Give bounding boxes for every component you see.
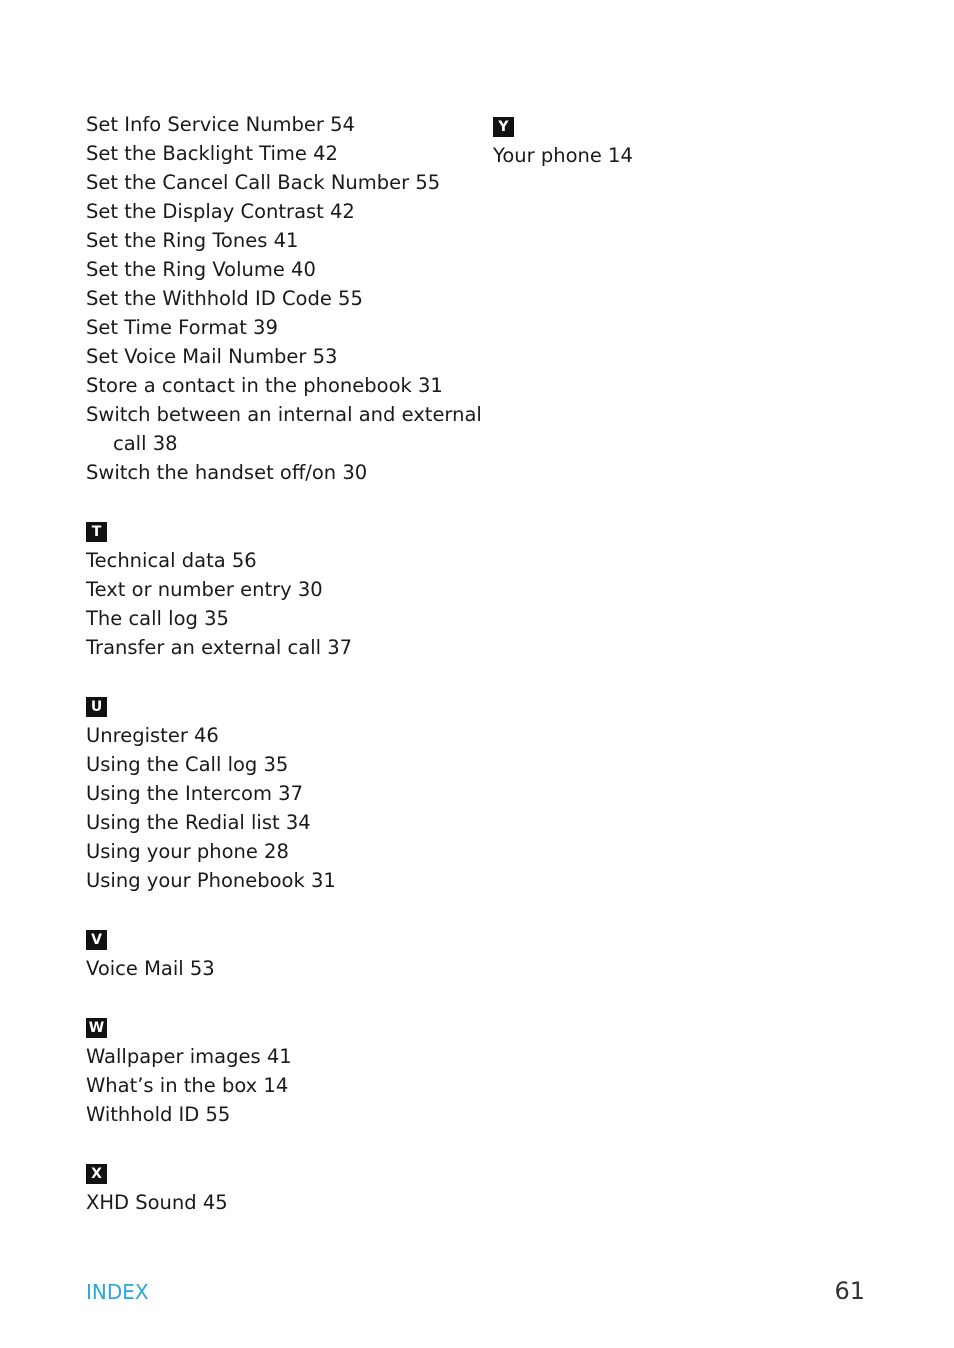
index-entry [493,141,873,170]
index-entry [86,458,476,487]
index-entry [86,371,476,400]
index-section [86,110,482,487]
section-letter-badge: X [86,1164,107,1184]
index-entry [86,866,476,895]
index-entry-text: Set the Withhold ID Code 55 [86,287,363,310]
index-entry-text: Store a contact in the phonebook 31 [86,374,443,397]
section-letter-badge: U [86,697,107,717]
index-entry [86,284,476,313]
index-entry-text: Withhold ID 55 [86,1103,231,1126]
index-entry [86,1100,476,1129]
index-entry-text: Using your Phonebook 31 [86,869,336,892]
index-entry [86,197,476,226]
index-entry [86,226,476,255]
index-entry [86,575,476,604]
index-entry [86,779,476,808]
index-entry [86,400,482,458]
index-entry-text: Set the Ring Tones 41 [86,229,299,252]
index-entry-text: Technical data 56 [86,549,257,572]
index-section [493,110,873,170]
index-entry [86,721,476,750]
index-entry-text: Set the Ring Volume 40 [86,258,316,281]
index-entry [86,808,476,837]
index-section [86,1157,476,1217]
page-number: 61 [834,1277,865,1305]
footer-section-label: INDEX [86,1280,149,1304]
index-entry-text: The call log 35 [86,607,229,630]
index-entry [86,139,476,168]
index-entry [86,342,476,371]
index-entry-text: Switch the handset off/on 30 [86,461,368,484]
index-section [86,923,476,983]
index-entry-text: Using the Redial list 34 [86,811,311,834]
index-entry-text: Voice Mail 53 [86,957,215,980]
index-entry-text: What’s in the box 14 [86,1074,289,1097]
index-entry [86,255,476,284]
index-entry-text: Wallpaper images 41 [86,1045,292,1068]
index-section [86,1011,476,1129]
index-section [86,690,476,895]
index-column-left [86,110,482,1245]
index-entry-text: XHD Sound 45 [86,1191,228,1214]
index-entry [86,1188,476,1217]
index-entry-text: Set Voice Mail Number 53 [86,345,338,368]
section-letter-badge: W [86,1018,107,1038]
index-entry-text: Set the Backlight Time 42 [86,142,338,165]
index-entry [86,168,476,197]
index-column-right [493,110,873,198]
index-entry [86,110,476,139]
section-letter-badge: V [86,930,107,950]
index-entry [86,1042,476,1071]
index-entry-text: Text or number entry 30 [86,578,323,601]
index-entry-text: Using the Call log 35 [86,753,289,776]
index-entry-text: Set Time Format 39 [86,316,278,339]
section-letter-badge: Y [493,117,514,137]
index-entry-text: Using your phone 28 [86,840,289,863]
section-letter-badge: T [86,522,107,542]
index-entry [86,604,476,633]
index-entry [86,750,476,779]
index-entry-text: Switch between an internal and external [86,403,482,426]
index-section [86,515,476,662]
index-entry-text: Set the Display Contrast 42 [86,200,355,223]
index-entry-text: Your phone 14 [493,144,633,167]
index-entry [86,837,476,866]
index-entry [86,546,476,575]
index-entry [86,954,476,983]
index-entry-text: Set the Cancel Call Back Number 55 [86,171,441,194]
index-entry-text: Transfer an external call 37 [86,636,353,659]
index-entry-text: Using the Intercom 37 [86,782,303,805]
index-entry-text: Unregister 46 [86,724,219,747]
index-entry [86,1071,476,1100]
index-entry [86,633,476,662]
index-entry-continuation: call 38 [113,432,178,455]
index-entry [86,313,476,342]
index-entry-text: Set Info Service Number 54 [86,113,355,136]
